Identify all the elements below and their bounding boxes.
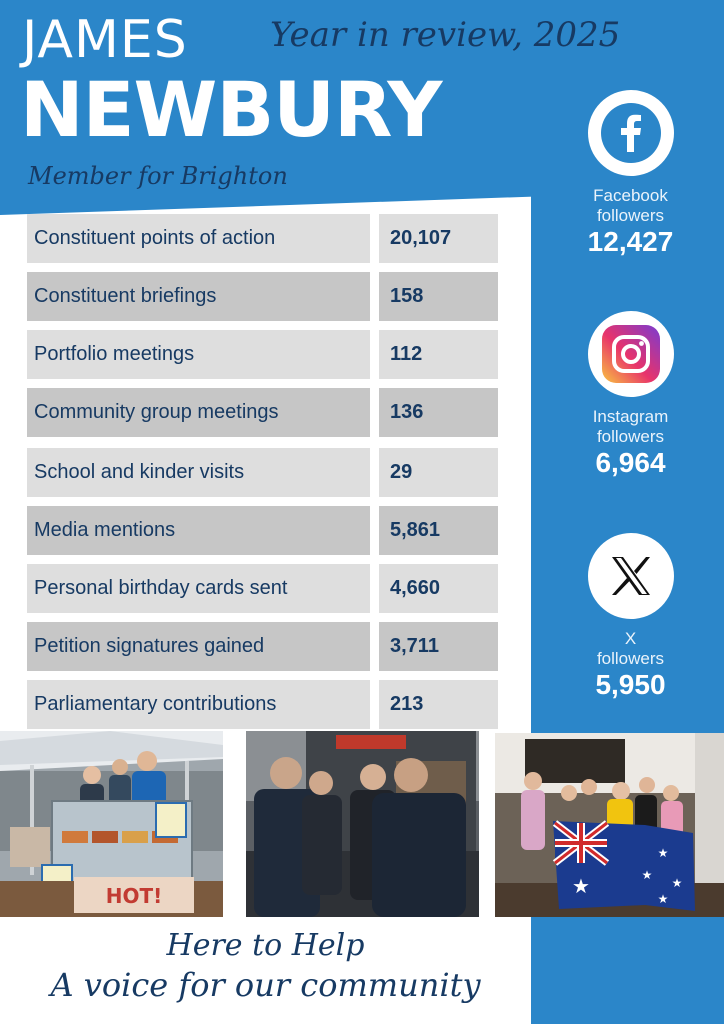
svg-text:★: ★ (671, 876, 683, 890)
facebook-label-line1: Facebook (593, 186, 668, 205)
stat-value: 4,660 (379, 564, 498, 613)
page-title: Year in review, 2025 (270, 15, 621, 55)
stat-label: Parliamentary contributions (27, 680, 370, 729)
instagram-stat (558, 311, 703, 479)
last-name: NEWBURY (20, 65, 442, 154)
stat-value: 5,861 (379, 506, 498, 555)
first-name: JAMES (22, 10, 188, 70)
stat-label: Petition signatures gained (27, 622, 370, 671)
footer-tagline: Here to Help (166, 928, 365, 963)
firefighters-photo (246, 731, 479, 917)
stat-label: Personal birthday cards sent (27, 564, 370, 613)
x-label-line1: X (624, 629, 637, 648)
stat-row (27, 448, 498, 497)
svg-text:★: ★ (657, 892, 669, 906)
stat-row (27, 330, 498, 379)
stat-value: 213 (379, 680, 498, 729)
stat-value: 158 (379, 272, 498, 321)
stat-label: Community group meetings (27, 388, 370, 437)
stat-value: 3,711 (379, 622, 498, 671)
stat-row (27, 272, 498, 321)
stat-row (27, 564, 498, 613)
stat-value: 136 (379, 388, 498, 437)
facebook-icon (588, 90, 674, 176)
x-icon (588, 533, 674, 619)
x-count: 5,950 (595, 669, 666, 700)
facebook-count: 12,427 (587, 226, 674, 257)
stat-row (27, 506, 498, 555)
stat-value: 20,107 (379, 214, 498, 263)
stat-label: Constituent points of action (27, 214, 370, 263)
svg-text:★: ★ (641, 868, 653, 882)
instagram-label (558, 407, 703, 447)
stat-value: 112 (379, 330, 498, 379)
hot-sign-text: HOT! (105, 884, 163, 908)
member-role: Member for Brighton (28, 162, 288, 190)
children-flag-photo (495, 733, 724, 917)
x-stat (558, 533, 703, 701)
footer-slogan: A voice for our community (50, 966, 481, 1004)
market-stall-photo (0, 731, 223, 917)
stat-row (27, 622, 498, 671)
svg-text:★: ★ (657, 846, 669, 860)
stat-label: Media mentions (27, 506, 370, 555)
stat-label: School and kinder visits (27, 448, 370, 497)
stat-label: Constituent briefings (27, 272, 370, 321)
instagram-count: 6,964 (595, 447, 666, 478)
instagram-label-line1: Instagram (592, 407, 669, 426)
stat-row (27, 680, 498, 729)
x-label-line2: followers (596, 649, 665, 668)
stat-row (27, 388, 498, 437)
stat-value: 29 (379, 448, 498, 497)
x-label (558, 629, 703, 669)
australian-flag (553, 821, 695, 911)
facebook-label (558, 186, 703, 226)
svg-text:★: ★ (572, 874, 590, 898)
facebook-stat (558, 90, 703, 258)
stat-row (27, 214, 498, 263)
instagram-icon (588, 311, 674, 397)
facebook-label-line2: followers (596, 206, 665, 225)
instagram-label-line2: followers (596, 427, 665, 446)
stat-label: Portfolio meetings (27, 330, 370, 379)
